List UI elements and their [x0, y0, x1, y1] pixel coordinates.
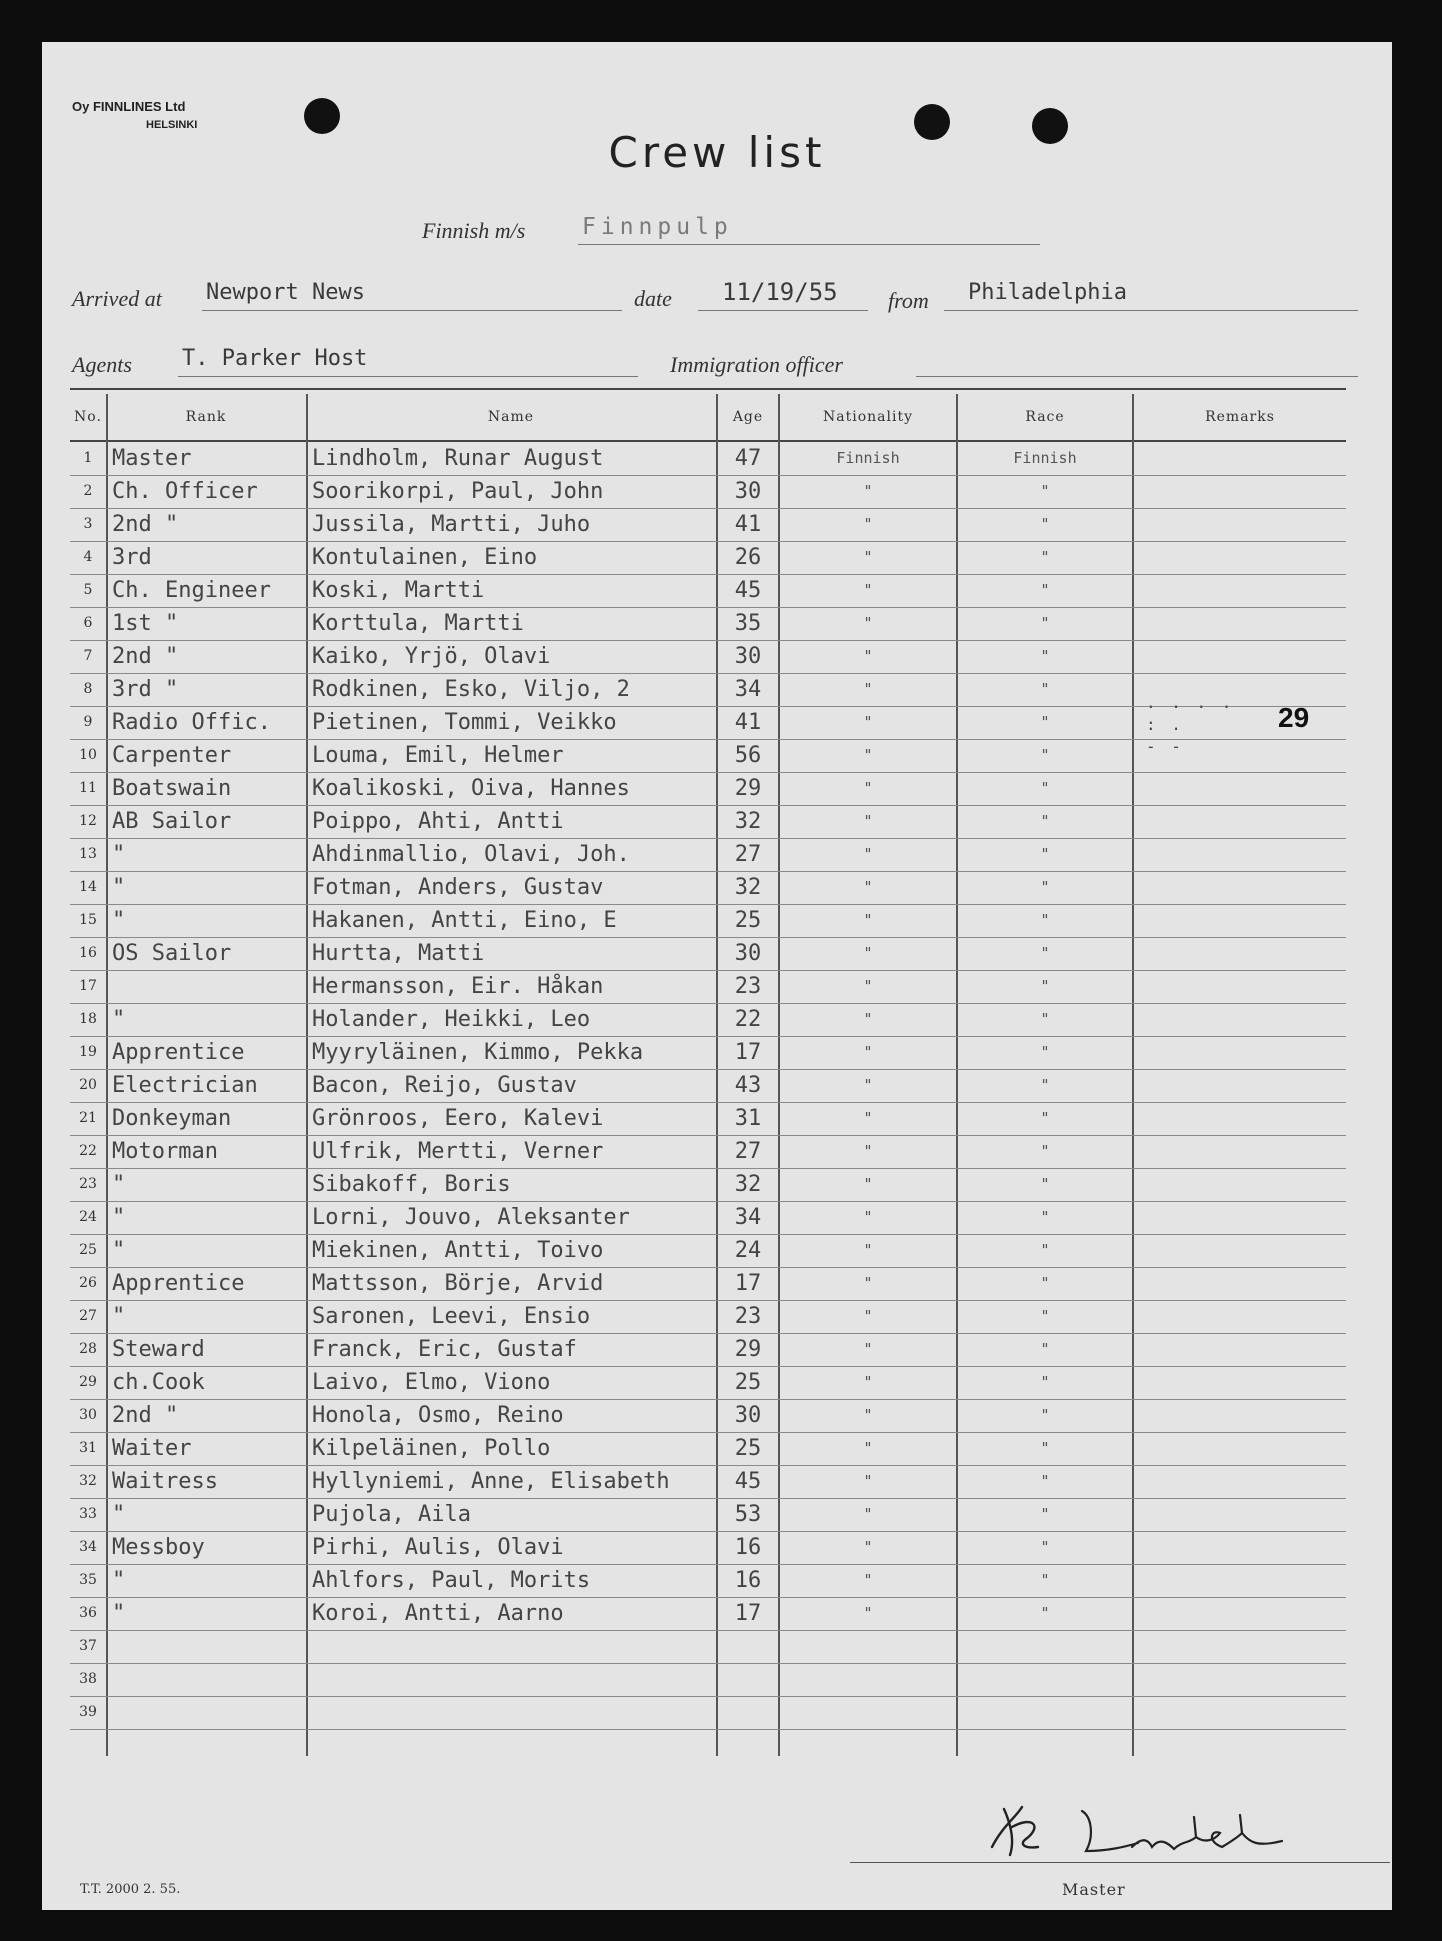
header-no: No.: [74, 409, 102, 425]
vessel-name: Finnpulp: [582, 214, 733, 240]
cell-race: ": [1040, 1109, 1050, 1127]
cell-nationality: [780, 1663, 956, 1696]
cell-name: Hermansson, Eir. Håkan: [312, 974, 604, 999]
cell-no: 2: [83, 483, 93, 499]
cell-nationality: ": [863, 845, 873, 863]
cell-nationality: ": [863, 1043, 873, 1061]
cell-rank: ": [112, 1568, 126, 1593]
cell-nationality: ": [863, 1604, 873, 1622]
cell-race: ": [1040, 515, 1050, 533]
cell-race: ": [1040, 1076, 1050, 1094]
cell-name: Lorni, Jouvo, Aleksanter: [312, 1205, 630, 1230]
cell-age: [718, 1630, 778, 1663]
cell-age: 30: [734, 479, 762, 504]
cell-no: 27: [79, 1308, 97, 1324]
cell-nationality: ": [863, 1538, 873, 1556]
company-name: Oy FINNLINES Ltd: [72, 99, 186, 114]
cell-age: 29: [734, 1337, 762, 1362]
cell-rank: 2nd ": [112, 1403, 179, 1428]
cell-age: 17: [734, 1040, 762, 1065]
cell-rank: ": [112, 908, 126, 933]
cell-rank: Carpenter: [112, 743, 232, 768]
cell-nationality: ": [863, 878, 873, 896]
cell-nationality: ": [863, 548, 873, 566]
cell-race: ": [1040, 482, 1050, 500]
cell-rank: Ch. Officer: [112, 479, 258, 504]
cell-rank: Donkeyman: [112, 1106, 232, 1131]
cell-name: [312, 1663, 716, 1696]
cell-race: ": [1040, 1043, 1050, 1061]
cell-rank: Motorman: [112, 1139, 218, 1164]
cell-no: 5: [83, 582, 93, 598]
cell-rank: 2nd ": [112, 644, 179, 669]
cell-rank: [112, 1696, 306, 1729]
cell-rank: [112, 970, 306, 1003]
cell-race: ": [1040, 944, 1050, 962]
cell-rank: 1st ": [112, 611, 179, 636]
cell-name: Soorikorpi, Paul, John: [312, 479, 604, 504]
company-city: HELSINKI: [146, 119, 198, 131]
cell-no: 23: [79, 1176, 97, 1192]
cell-age: 16: [734, 1535, 762, 1560]
cell-age: 32: [734, 875, 762, 900]
cell-age: 56: [734, 743, 762, 768]
cell-name: Koski, Martti: [312, 578, 485, 603]
cell-rank: OS Sailor: [112, 941, 232, 966]
cell-age: 35: [734, 611, 762, 636]
cell-rank: ": [112, 1172, 126, 1197]
cell-no: 37: [79, 1638, 97, 1654]
cell-age: 30: [734, 644, 762, 669]
cell-rank: [112, 1663, 306, 1696]
cell-name: Hakanen, Antti, Eino, E: [312, 908, 617, 933]
header-race: Race: [1025, 409, 1065, 425]
cell-nationality: ": [863, 1340, 873, 1358]
from-label: from: [888, 288, 929, 313]
cell-no: 32: [79, 1473, 97, 1489]
agents-label: Agents: [72, 352, 132, 377]
cell-race: ": [1040, 1274, 1050, 1292]
immigration-label: Immigration officer: [670, 352, 843, 377]
cell-name: Pirhi, Aulis, Olavi: [312, 1535, 564, 1560]
column-rule: [306, 394, 308, 1756]
cell-no: 6: [83, 615, 93, 631]
cell-no: 16: [79, 945, 97, 961]
cell-age: 27: [734, 842, 762, 867]
cell-no: 4: [83, 549, 93, 565]
cell-no: 17: [79, 978, 97, 994]
cell-age: 25: [734, 1436, 762, 1461]
cell-age: 17: [734, 1601, 762, 1626]
cell-race: [958, 1630, 1132, 1663]
cell-age: 25: [734, 908, 762, 933]
cell-rank: Steward: [112, 1337, 205, 1362]
cell-name: Hurtta, Matti: [312, 941, 485, 966]
cell-nationality: [780, 1696, 956, 1729]
cell-age: 22: [734, 1007, 762, 1032]
cell-race: ": [1040, 1307, 1050, 1325]
cell-no: 19: [79, 1044, 97, 1060]
page-title: Crew list: [608, 128, 826, 177]
cell-age: 34: [734, 677, 762, 702]
cell-name: Kilpeläinen, Pollo: [312, 1436, 551, 1461]
cell-rank: ": [112, 1205, 126, 1230]
cell-nationality: ": [863, 1472, 873, 1490]
cell-race: ": [1040, 977, 1050, 995]
cell-nationality: ": [863, 746, 873, 764]
cell-race: ": [1040, 548, 1050, 566]
cell-rank: Apprentice: [112, 1040, 245, 1065]
cell-name: Franck, Eric, Gustaf: [312, 1337, 577, 1362]
cell-age: 24: [734, 1238, 762, 1263]
cell-age: 23: [734, 974, 762, 999]
vessel-label: Finnish m/s: [422, 218, 526, 243]
cell-name: Myyryläinen, Kimmo, Pekka: [312, 1040, 644, 1065]
cell-nationality: ": [863, 581, 873, 599]
cell-rank: ch.Cook: [112, 1370, 205, 1395]
cell-age: [718, 1696, 778, 1729]
cell-no: 18: [79, 1011, 97, 1027]
header-remarks: Remarks: [1205, 409, 1275, 425]
cell-name: Poippo, Ahti, Antti: [312, 809, 564, 834]
cell-race: ": [1040, 581, 1050, 599]
cell-race: ": [1040, 1505, 1050, 1523]
master-label: Master: [1062, 1880, 1126, 1899]
cell-nationality: ": [863, 1274, 873, 1292]
cell-nationality: ": [863, 1307, 873, 1325]
date-label: date: [634, 286, 672, 311]
cell-rank: Messboy: [112, 1535, 205, 1560]
cell-no: 20: [79, 1077, 97, 1093]
cell-name: Kontulainen, Eino: [312, 545, 538, 570]
crew-list-document: [42, 42, 1392, 1910]
cell-no: 35: [79, 1572, 97, 1588]
cell-no: 29: [79, 1374, 97, 1390]
cell-no: 11: [79, 780, 97, 796]
cell-no: 31: [79, 1440, 97, 1456]
cell-name: Pujola, Aila: [312, 1502, 471, 1527]
cell-name: Ahdinmallio, Olavi, Joh.: [312, 842, 630, 867]
cell-rank: ": [112, 1502, 126, 1527]
arrival-from: Philadelphia: [968, 280, 1127, 305]
cell-race: ": [1040, 1439, 1050, 1457]
cell-name: Sibakoff, Boris: [312, 1172, 511, 1197]
cell-no: 13: [79, 846, 97, 862]
cell-nationality: Finnish: [836, 449, 900, 467]
cell-name: [312, 1630, 716, 1663]
cell-no: 36: [79, 1605, 97, 1621]
cell-race: ": [1040, 1472, 1050, 1490]
cell-rank: 2nd ": [112, 512, 179, 537]
cell-rank: Ch. Engineer: [112, 578, 271, 603]
cell-race: ": [1040, 1406, 1050, 1424]
cell-nationality: ": [863, 515, 873, 533]
cell-race: ": [1040, 1208, 1050, 1226]
cell-nationality: ": [863, 1571, 873, 1589]
agents-underline: [178, 376, 638, 377]
cell-no: 9: [83, 714, 93, 730]
cell-rank: 3rd ": [112, 677, 179, 702]
cell-nationality: ": [863, 779, 873, 797]
cell-age: 30: [734, 1403, 762, 1428]
cell-name: Miekinen, Antti, Toivo: [312, 1238, 604, 1263]
cell-age: 25: [734, 1370, 762, 1395]
signature-line: [850, 1862, 1390, 1863]
cell-race: ": [1040, 680, 1050, 698]
cell-race: ": [1040, 614, 1050, 632]
cell-race: ": [1040, 845, 1050, 863]
cell-rank: ": [112, 1601, 126, 1626]
cell-rank: Electrician: [112, 1073, 258, 1098]
cell-rank: ": [112, 1304, 126, 1329]
cell-race: ": [1040, 1142, 1050, 1160]
cell-race: ": [1040, 1538, 1050, 1556]
cell-rank: AB Sailor: [112, 809, 232, 834]
cell-rank: Radio Offic.: [112, 710, 271, 735]
master-signature: [982, 1797, 1322, 1867]
cell-nationality: ": [863, 713, 873, 731]
column-rule: [1132, 394, 1134, 1756]
cell-name: Bacon, Reijo, Gustav: [312, 1073, 577, 1098]
cell-no: 33: [79, 1506, 97, 1522]
cell-rank: Waitress: [112, 1469, 218, 1494]
cell-no: 30: [79, 1407, 97, 1423]
cell-age: 41: [734, 512, 762, 537]
cell-age: 32: [734, 809, 762, 834]
cell-name: Grönroos, Eero, Kalevi: [312, 1106, 604, 1131]
cell-nationality: ": [863, 1241, 873, 1259]
cell-nationality: ": [863, 1175, 873, 1193]
cell-rank: Apprentice: [112, 1271, 245, 1296]
cell-race: ": [1040, 713, 1050, 731]
cell-nationality: [780, 1630, 956, 1663]
cell-race: ": [1040, 1010, 1050, 1028]
cell-name: Honola, Osmo, Reino: [312, 1403, 564, 1428]
table-top-border: [70, 388, 1346, 390]
cell-name: Laivo, Elmo, Viono: [312, 1370, 551, 1395]
cell-name: Mattsson, Börje, Arvid: [312, 1271, 604, 1296]
cell-name: Louma, Emil, Helmer: [312, 743, 564, 768]
header-rank: Rank: [185, 409, 227, 425]
cell-age: 30: [734, 941, 762, 966]
cell-rank: ": [112, 1007, 126, 1032]
cell-nationality: ": [863, 812, 873, 830]
cell-name: Ulfrik, Mertti, Verner: [312, 1139, 604, 1164]
cell-nationality: ": [863, 482, 873, 500]
cell-name: Koroi, Antti, Aarno: [312, 1601, 564, 1626]
cell-name: Rodkinen, Esko, Viljo, 2: [312, 677, 630, 702]
vessel-underline: [578, 244, 1040, 245]
cell-nationality: ": [863, 680, 873, 698]
header-nationality: Nationality: [823, 409, 913, 425]
cell-no: 15: [79, 912, 97, 928]
remarks-margin-number: 29: [1278, 702, 1310, 733]
cell-age: 16: [734, 1568, 762, 1593]
cell-no: 7: [83, 648, 93, 664]
cell-no: 14: [79, 879, 97, 895]
arrived-label: Arrived at: [72, 286, 162, 311]
cell-name: Holander, Heikki, Leo: [312, 1007, 591, 1032]
cell-name: Koalikoski, Oiva, Hannes: [312, 776, 630, 801]
cell-race: ": [1040, 779, 1050, 797]
cell-age: 32: [734, 1172, 762, 1197]
cell-nationality: ": [863, 1373, 873, 1391]
cell-race: ": [1040, 1604, 1050, 1622]
cell-race: [958, 1696, 1132, 1729]
cell-age: 26: [734, 545, 762, 570]
cell-age: 29: [734, 776, 762, 801]
cell-nationality: ": [863, 911, 873, 929]
cell-nationality: ": [863, 1142, 873, 1160]
cell-name: Pietinen, Tommi, Veikko: [312, 710, 617, 735]
cell-age: 45: [734, 578, 762, 603]
cell-age: [718, 1663, 778, 1696]
immigration-underline: [916, 376, 1358, 377]
cell-no: 3: [83, 516, 93, 532]
cell-age: 23: [734, 1304, 762, 1329]
header-name: Name: [487, 409, 535, 425]
cell-age: 34: [734, 1205, 762, 1230]
cell-no: 21: [79, 1110, 97, 1126]
cell-nationality: ": [863, 647, 873, 665]
cell-nationality: ": [863, 1208, 873, 1226]
cell-age: 47: [734, 446, 762, 471]
form-code: T.T. 2000 2. 55.: [80, 1882, 181, 1897]
cell-nationality: ": [863, 977, 873, 995]
cell-no: 12: [79, 813, 97, 829]
cell-race: ": [1040, 1175, 1050, 1193]
cell-rank: ": [112, 875, 126, 900]
cell-age: 43: [734, 1073, 762, 1098]
cell-name: Saronen, Leevi, Ensio: [312, 1304, 591, 1329]
cell-race: ": [1040, 812, 1050, 830]
cell-nationality: ": [863, 1010, 873, 1028]
cell-rank: 3rd: [112, 545, 152, 570]
cell-no: 24: [79, 1209, 97, 1225]
cell-no: 22: [79, 1143, 97, 1159]
cell-no: 26: [79, 1275, 97, 1291]
cell-no: 25: [79, 1242, 97, 1258]
cell-age: 45: [734, 1469, 762, 1494]
cell-rank: ": [112, 842, 126, 867]
cell-race: ": [1040, 1241, 1050, 1259]
cell-no: 38: [79, 1671, 97, 1687]
remarks-margin-marks: . . . . : . - -: [1146, 693, 1235, 756]
cell-race: ": [1040, 911, 1050, 929]
cell-rank: ": [112, 1238, 126, 1263]
crew-table: [70, 394, 1346, 1756]
cell-race: [958, 1663, 1132, 1696]
cell-name: Ahlfors, Paul, Morits: [312, 1568, 591, 1593]
cell-name: Korttula, Martti: [312, 611, 524, 636]
cell-name: Fotman, Anders, Gustav: [312, 875, 604, 900]
cell-name: Kaiko, Yrjö, Olavi: [312, 644, 551, 669]
row-rule: [70, 1729, 1346, 1730]
from-underline: [944, 310, 1358, 311]
port-underline: [202, 310, 622, 311]
cell-age: 53: [734, 1502, 762, 1527]
cell-name: Jussila, Martti, Juho: [312, 512, 591, 537]
cell-race: ": [1040, 1340, 1050, 1358]
cell-rank: Boatswain: [112, 776, 232, 801]
cell-nationality: ": [863, 1406, 873, 1424]
column-rule: [106, 394, 108, 1756]
cell-race: ": [1040, 878, 1050, 896]
arrival-date: 11/19/55: [722, 278, 838, 306]
cell-name: Hyllyniemi, Anne, Elisabeth: [312, 1469, 670, 1494]
cell-name: Lindholm, Runar August: [312, 446, 604, 471]
cell-name: [312, 1696, 716, 1729]
cell-age: 17: [734, 1271, 762, 1296]
date-underline: [698, 310, 868, 311]
cell-rank: Master: [112, 446, 192, 471]
cell-race: ": [1040, 647, 1050, 665]
cell-no: 10: [79, 747, 97, 763]
cell-no: 39: [79, 1704, 97, 1720]
cell-nationality: ": [863, 1505, 873, 1523]
cell-no: 28: [79, 1341, 97, 1357]
cell-age: 27: [734, 1139, 762, 1164]
cell-nationality: ": [863, 614, 873, 632]
cell-no: 34: [79, 1539, 97, 1555]
cell-nationality: ": [863, 1109, 873, 1127]
cell-nationality: ": [863, 1439, 873, 1457]
cell-rank: Waiter: [112, 1436, 192, 1461]
cell-race: Finnish: [1013, 449, 1077, 467]
cell-race: ": [1040, 1373, 1050, 1391]
cell-age: 31: [734, 1106, 762, 1131]
header-age: Age: [732, 409, 764, 425]
cell-rank: [112, 1630, 306, 1663]
cell-age: 41: [734, 710, 762, 735]
cell-no: 8: [83, 681, 93, 697]
cell-race: ": [1040, 1571, 1050, 1589]
cell-nationality: ": [863, 944, 873, 962]
cell-no: 1: [83, 450, 93, 466]
cell-race: ": [1040, 746, 1050, 764]
cell-nationality: ": [863, 1076, 873, 1094]
agents-value: T. Parker Host: [182, 346, 368, 371]
arrival-port: Newport News: [206, 280, 365, 305]
